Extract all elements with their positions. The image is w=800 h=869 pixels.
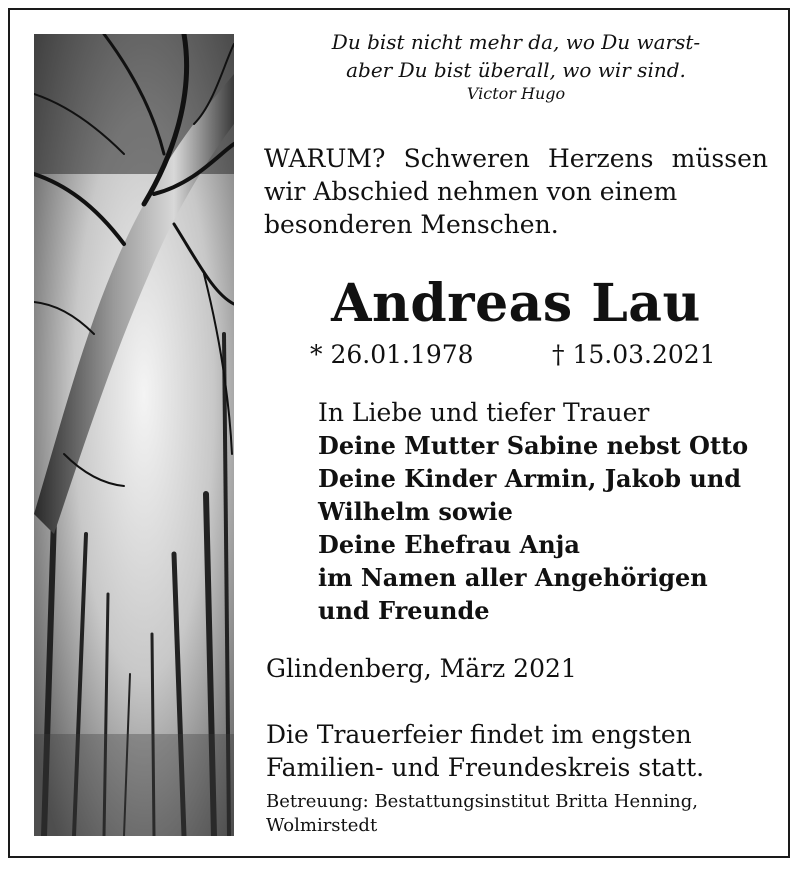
quote-line-1: Du bist nicht mehr da, wo Du warst- xyxy=(331,30,701,54)
place-date: Glindenberg, März 2021 xyxy=(266,654,577,683)
birth-date: * 26.01.1978 xyxy=(310,340,474,369)
mourners-intro: In Liebe und tiefer Trauer xyxy=(318,398,650,427)
mourners-block xyxy=(318,396,768,627)
intro-line-2: wir Abschied nehmen von einem xyxy=(264,177,678,206)
quote-line-2: aber Du bist überall, wo wir sind. xyxy=(346,58,686,82)
intro-text xyxy=(264,142,768,241)
ceremony-line-2: Familien- und Freundeskreis statt. xyxy=(266,753,705,782)
mourner-line: Deine Mutter Sabine nebst Otto xyxy=(318,431,749,460)
mourner-line: und Freunde xyxy=(318,596,490,625)
epigraph-quote xyxy=(262,28,770,104)
mourner-line: im Namen aller Angehörigen xyxy=(318,563,708,592)
mourner-line: Deine Ehefrau Anja xyxy=(318,530,580,559)
forest-photo xyxy=(34,34,234,836)
ceremony-note xyxy=(266,718,766,784)
quote-author: Victor Hugo xyxy=(466,84,566,103)
intro-line-3: besonderen Menschen. xyxy=(264,210,559,239)
death-date: † 15.03.2021 xyxy=(552,340,716,369)
mourner-line: Wilhelm sowie xyxy=(318,497,513,526)
intro-line-1: WARUM? Schweren Herzens müssen xyxy=(264,144,768,173)
mourner-line: Deine Kinder Armin, Jakob und xyxy=(318,464,742,493)
deceased-name: Andreas Lau xyxy=(331,273,701,334)
undertaker-line-1: Betreuung: Bestattungsinstitut Britta Henning, xyxy=(266,791,698,812)
undertaker-credit xyxy=(266,790,766,838)
undertaker-line-2: Wolmirstedt xyxy=(266,815,378,836)
ceremony-line-1: Die Trauerfeier findet im engsten xyxy=(266,720,692,749)
